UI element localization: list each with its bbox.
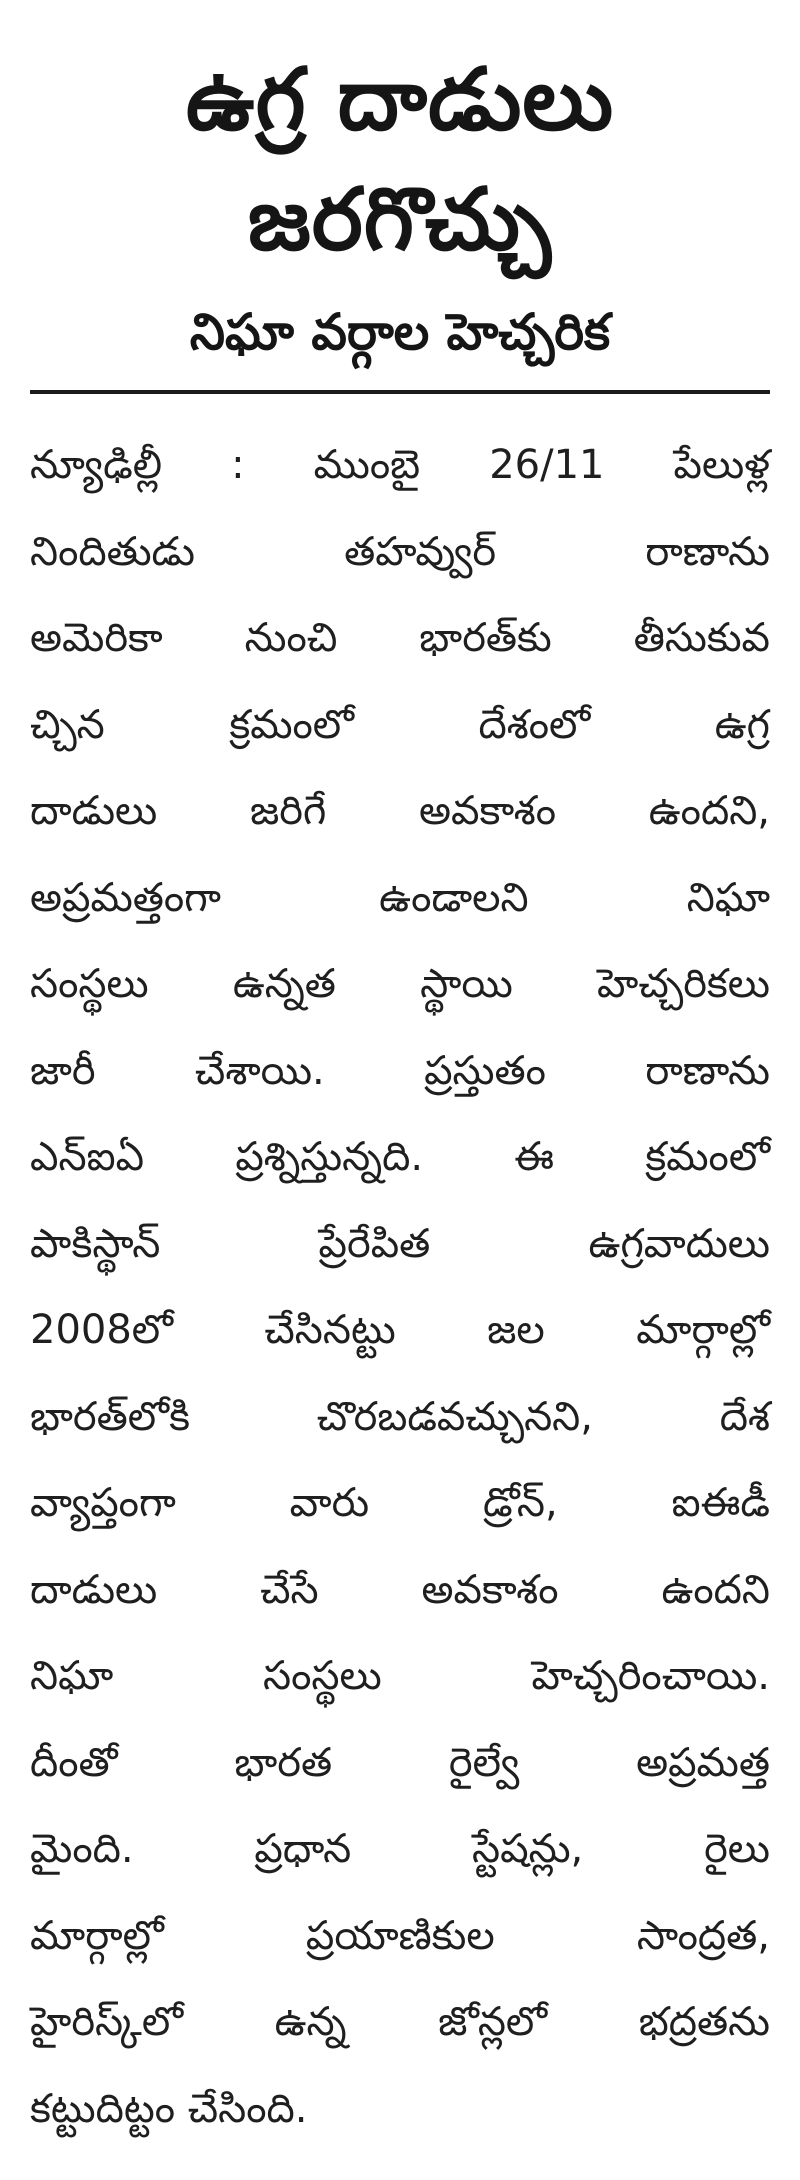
body-line: 2008లో చేసినట్టు జల మార్గాల్లో <box>30 1307 770 1353</box>
body-line: దీంతో భారత రైల్వే అప్రమత్త <box>30 1739 770 1786</box>
body-line: హైరిస్క్‌లో ఉన్న జోన్లలో భద్రతను <box>30 1999 770 2045</box>
body-line: న్యూఢిల్లీ : ముంబై 26/11 పేలుళ్ల <box>30 442 770 488</box>
headline <box>30 40 770 280</box>
headline-line-2: జరగొచ్చు <box>247 170 553 270</box>
body-line: భారత్‌లోకి చొరబడవచ్చునని, దేశ <box>30 1393 770 1440</box>
article-body <box>30 422 770 2152</box>
body-line: నిందితుడు తహవ్వుర్ రాణాను <box>30 528 770 575</box>
body-line: జారీ చేశాయి. ప్రస్తుతం రాణాను <box>30 1047 770 1094</box>
divider <box>30 390 770 394</box>
body-line: ఎన్‌ఐఏ ప్రశ్నిస్తున్నది. ఈ క్రమంలో <box>30 1134 770 1180</box>
body-line: అప్రమత్తంగా ఉండాలని నిఘా <box>30 874 770 921</box>
body-line: మైంది. ప్రధాన స్టేషన్లు, రైలు <box>30 1826 770 1872</box>
body-line: వ్యాప్తంగా వారు డ్రోన్, ఐఈడీ <box>30 1480 770 1526</box>
body-line: మార్గాల్లో ప్రయాణికుల సాంద్రత, <box>30 1912 770 1959</box>
body-line: పాకిస్థాన్ ప్రేరేపిత ఉగ్రవాదులు <box>30 1220 770 1267</box>
body-line: సంస్థలు ఉన్నత స్థాయి హెచ్చరికలు <box>30 961 770 1007</box>
body-line: చ్చిన క్రమంలో దేశంలో ఉగ్ర <box>30 701 770 748</box>
body-line: దాడులు జరిగే అవకాశం ఉందని, <box>30 788 770 834</box>
body-line: దాడులు చేసే అవకాశం ఉందని <box>30 1566 770 1613</box>
body-line: కట్టుదిట్టం చేసింది. <box>30 2085 308 2132</box>
body-line: అమెరికా నుంచి భారత్‌కు తీసుకువ <box>30 615 770 661</box>
headline-line-1: ఉగ్ర దాడులు <box>185 50 615 150</box>
subheadline: నిఘా వర్గాల హెచ్చరిక <box>189 303 611 361</box>
body-line: నిఘా సంస్థలు హెచ్చరించాయి. <box>30 1653 770 1699</box>
